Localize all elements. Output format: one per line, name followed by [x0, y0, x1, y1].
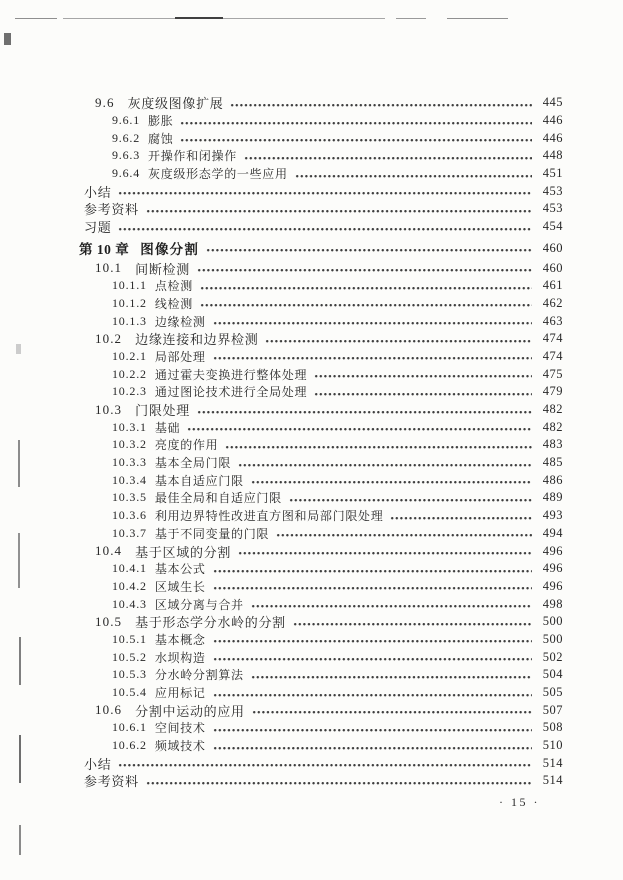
toc-entry-title: 基本公式: [154, 562, 206, 577]
toc-entry-title: 膨胀: [148, 114, 174, 129]
toc-entry-title: 空间技术: [154, 721, 206, 736]
toc-entry-number: 10.2.2: [112, 366, 147, 381]
toc-entry-page-number: 461: [542, 278, 563, 293]
toc-entry-title: 腐蚀: [148, 131, 174, 146]
dot-leader: [252, 704, 532, 717]
toc-entry: [0, 454, 563, 472]
toc-entry-page-number: 514: [542, 773, 563, 788]
toc-entry-title: 区域生长: [154, 579, 206, 594]
toc-entry-number: 9.6.2: [112, 130, 140, 145]
toc-entry-page-number: 474: [542, 331, 563, 346]
dot-leader: [265, 333, 532, 346]
toc-entry-page-number: 498: [542, 596, 563, 611]
toc-entry-number: 10.1: [95, 260, 123, 276]
toc-entry: [0, 648, 563, 666]
toc-entry-number: 10.1.2: [112, 295, 147, 310]
toc-entry: [0, 401, 563, 419]
toc-entry-page-number: 500: [542, 631, 563, 646]
toc-entry-title: 门限处理: [135, 403, 190, 419]
dot-leader: [295, 168, 532, 181]
toc-entry-number: 10.2.3: [112, 384, 147, 399]
toc-entry-page-number: 482: [542, 419, 563, 434]
toc-entry-number: 10.4.1: [112, 561, 147, 576]
toc-entry-title: 灰度级图像扩展: [127, 96, 224, 112]
toc-entry-number: 10.1.3: [112, 313, 147, 328]
toc-entry: [0, 418, 563, 436]
toc-entry-title: 参考资料: [84, 774, 139, 790]
dot-leader: [251, 669, 532, 682]
toc-entry-number: 10.3.5: [112, 490, 147, 505]
scan-artifact-edge-mark: [4, 33, 11, 45]
scan-artifact-top-rule-segment: [15, 18, 57, 19]
toc-entry: [0, 165, 563, 183]
toc-entry-title: 局部处理: [154, 349, 206, 364]
toc-entry-title: 边缘检测: [154, 314, 206, 329]
toc-entry-page-number: 493: [542, 508, 563, 523]
toc-entry: [0, 737, 563, 755]
toc-entry-title: 开操作和闭操作: [148, 149, 237, 164]
toc-entry: [0, 348, 563, 366]
scan-artifact-top-rule-segment: [396, 18, 426, 19]
toc-entry-page-number: 454: [542, 219, 563, 234]
toc-entry-page-number: 494: [542, 525, 563, 540]
toc-entry-page-number: 460: [542, 240, 563, 255]
toc-entry-title: 水坝构造: [154, 650, 206, 665]
toc-entry: [0, 112, 563, 130]
toc-entry-page-number: 496: [542, 543, 563, 558]
toc-entry-number: 9.6.1: [112, 113, 140, 128]
toc-entry-page-number: 474: [542, 348, 563, 363]
toc-entry-title: 区域分离与合并: [154, 597, 244, 612]
toc-entry-title: 参考资料: [84, 202, 139, 218]
toc-entry: [0, 631, 563, 649]
toc-entry-page-number: 453: [542, 183, 563, 198]
toc-entry-page-number: 505: [542, 685, 563, 700]
toc-entry-page-number: 483: [542, 437, 563, 452]
dot-leader: [289, 492, 532, 505]
toc-entry-title: 基于不同变量的门限: [154, 526, 270, 541]
dot-leader: [118, 185, 532, 198]
toc-entry-page-number: 482: [542, 402, 563, 417]
toc-entry-number: 10.3.1: [112, 419, 147, 434]
toc-entry-number: 10.6.1: [112, 720, 147, 735]
dot-leader: [314, 368, 532, 381]
dot-leader: [118, 221, 532, 234]
toc-entry-number: 10.3.7: [112, 525, 147, 540]
toc-entry-number: 10.3.6: [112, 508, 147, 523]
toc-entry-number: 第 10 章: [79, 242, 130, 258]
toc-entry: [0, 365, 563, 383]
toc-entry-page-number: 502: [542, 649, 563, 664]
toc-entry-title: 基于形态学分水岭的分割: [135, 615, 286, 631]
dot-leader: [225, 439, 532, 452]
dot-leader: [244, 150, 532, 163]
toc-entry-title: 小结: [84, 756, 112, 772]
toc-entry-page-number: 448: [542, 148, 563, 163]
toc-entry: [0, 147, 563, 165]
toc-entry-title: 基础: [154, 420, 181, 435]
toc-entry-title: 图像分割: [140, 242, 200, 258]
dot-leader: [146, 775, 532, 788]
footer-page-indicator: · 15 ·: [499, 795, 540, 809]
toc-entry-number: 10.2.1: [112, 348, 147, 363]
toc-entry: [0, 182, 563, 200]
toc-entry-page-number: 445: [542, 95, 563, 110]
toc-entry: [0, 200, 563, 218]
toc-entry-page-number: 479: [542, 384, 563, 399]
dot-leader: [213, 563, 532, 576]
dot-leader: [187, 421, 532, 434]
toc-entry-page-number: 486: [542, 472, 563, 487]
toc-entry-title: 通过图论技术进行全局处理: [154, 385, 308, 400]
dot-leader: [213, 633, 532, 646]
toc-entry-page-number: 507: [542, 702, 563, 717]
dot-leader: [213, 651, 532, 664]
dot-leader: [146, 203, 532, 216]
dot-leader: [213, 315, 532, 328]
toc-entry: [0, 259, 563, 277]
toc-entry-title: 基本自适应门限: [154, 473, 244, 488]
toc-entry: [0, 312, 563, 330]
toc-entry-title: 应用标记: [154, 686, 206, 701]
toc-entry-page-number: 446: [542, 130, 563, 145]
toc-entry-page-number: 451: [542, 166, 563, 181]
toc-entry-title: 基本全局门限: [154, 456, 232, 471]
scan-artifact-top-rule-segment: [63, 18, 385, 19]
dot-leader: [276, 527, 532, 540]
toc-entry: [0, 471, 563, 489]
toc-entry: [0, 542, 563, 560]
dot-leader: [200, 297, 532, 310]
toc-entry-number: 10.5.3: [112, 667, 147, 682]
toc-entry: [0, 701, 563, 719]
toc-entry-number: 10.4: [95, 543, 123, 559]
dot-leader: [197, 404, 532, 417]
toc-entry: [0, 295, 563, 313]
toc-entry-number: 10.6.2: [112, 738, 147, 753]
dot-leader: [213, 580, 532, 593]
toc-entry-title: 基本概念: [154, 632, 206, 647]
toc-entry-number: 10.3.4: [112, 472, 147, 487]
dot-leader: [230, 97, 532, 110]
toc-entry-title: 分水岭分割算法: [154, 668, 244, 683]
dot-leader: [197, 262, 532, 275]
toc-entry-number: 10.1.1: [112, 278, 147, 293]
toc-entry-number: 10.5.4: [112, 685, 147, 700]
toc-entry-number: 10.5.1: [112, 631, 147, 646]
toc-entry: [0, 578, 563, 596]
dot-leader: [251, 474, 532, 487]
toc-entry: [0, 684, 563, 702]
toc-entry: [0, 383, 563, 401]
dot-leader: [200, 280, 532, 293]
toc-entry: [0, 277, 563, 295]
toc-entry-page-number: 504: [542, 667, 563, 682]
toc-entry-page-number: 475: [542, 366, 563, 381]
dot-leader: [180, 115, 532, 128]
dot-leader: [213, 687, 532, 700]
toc-entry-title: 点检测: [154, 279, 193, 294]
toc-entry: [0, 560, 563, 578]
dot-leader: [390, 510, 532, 523]
dot-leader: [213, 722, 532, 735]
toc-entry-page-number: 446: [542, 113, 563, 128]
toc-entry-page-number: 510: [542, 738, 563, 753]
toc-entry-page-number: 496: [542, 561, 563, 576]
toc-entry-number: 10.3.2: [112, 437, 147, 452]
toc-entry: [0, 330, 563, 348]
toc-entry-title: 亮度的作用: [154, 438, 219, 453]
dot-leader: [314, 386, 532, 399]
dot-leader: [293, 616, 532, 629]
toc-entry-page-number: 496: [542, 578, 563, 593]
toc-entry-title: 利用边界特性改进直方图和局部门限处理: [154, 509, 384, 524]
toc-entry-page-number: 489: [542, 490, 563, 505]
toc-entry-number: 10.2: [95, 330, 123, 346]
toc-entry: [0, 525, 563, 543]
toc-entry-title: 间断检测: [135, 261, 190, 277]
toc-entry: [0, 772, 563, 790]
toc-entry: [0, 489, 563, 507]
toc-entry-number: 9.6.4: [112, 166, 140, 181]
toc-entry: [0, 94, 563, 112]
toc-entry-title: 灰度级形态学的一些应用: [148, 167, 288, 182]
toc-entry-title: 线检测: [154, 296, 193, 311]
toc-entry-page-number: 463: [542, 313, 563, 328]
toc-entry-page-number: 453: [542, 201, 563, 216]
toc-entry-page-number: 514: [542, 755, 563, 770]
toc-entry-title: 最佳全局和自适应门限: [154, 491, 282, 506]
scan-artifact-left-line-segment: [19, 825, 21, 855]
toc-entry-number: 10.5.2: [112, 649, 147, 664]
toc-entry-title: 基于区域的分割: [135, 544, 232, 560]
toc-entry-page-number: 462: [542, 295, 563, 310]
toc-entry-title: 频域技术: [154, 739, 206, 754]
toc-entry: [0, 129, 563, 147]
toc-entry: [0, 218, 563, 236]
dot-leader: [213, 350, 532, 363]
dot-leader: [118, 757, 532, 770]
toc-entry: [0, 613, 563, 631]
dot-leader: [180, 132, 532, 145]
toc-entry-number: 10.4.3: [112, 596, 147, 611]
toc-entry-title: 通过霍夫变换进行整体处理: [154, 367, 308, 382]
toc-entry-number: 10.6: [95, 702, 123, 718]
scan-artifact-top-rule-segment: [447, 18, 508, 19]
toc-entry-page-number: 508: [542, 720, 563, 735]
toc-entry-title: 边缘连接和边界检测: [135, 332, 259, 348]
table-of-contents: [0, 94, 563, 790]
toc-entry: [0, 507, 563, 525]
toc-entry-title: 习题: [84, 220, 112, 236]
toc-entry-number: 9.6.3: [112, 148, 140, 163]
toc-entry-number: 10.3: [95, 401, 123, 417]
toc-entry-page-number: 500: [542, 614, 563, 629]
dot-leader: [213, 740, 532, 753]
toc-entry-number: 10.4.2: [112, 578, 147, 593]
toc-entry-number: 10.3.3: [112, 455, 147, 470]
toc-entry: [0, 754, 563, 772]
toc-entry: [0, 595, 563, 613]
toc-entry-title: 小结: [84, 184, 112, 200]
dot-leader: [238, 457, 532, 470]
toc-entry-page-number: 485: [542, 455, 563, 470]
toc-entry: [0, 719, 563, 737]
dot-leader: [251, 598, 532, 611]
dot-leader: [238, 545, 532, 558]
toc-entry-page-number: 460: [542, 260, 563, 275]
scan-artifact-top-rule-dark-segment: [175, 17, 223, 19]
dot-leader: [206, 242, 532, 255]
toc-entry: [0, 666, 563, 684]
toc-entry: [0, 240, 563, 258]
toc-entry-number: 10.5: [95, 613, 123, 629]
toc-entry-title: 分割中运动的应用: [135, 703, 245, 719]
toc-entry: [0, 436, 563, 454]
toc-entry-number: 9.6: [95, 94, 115, 110]
